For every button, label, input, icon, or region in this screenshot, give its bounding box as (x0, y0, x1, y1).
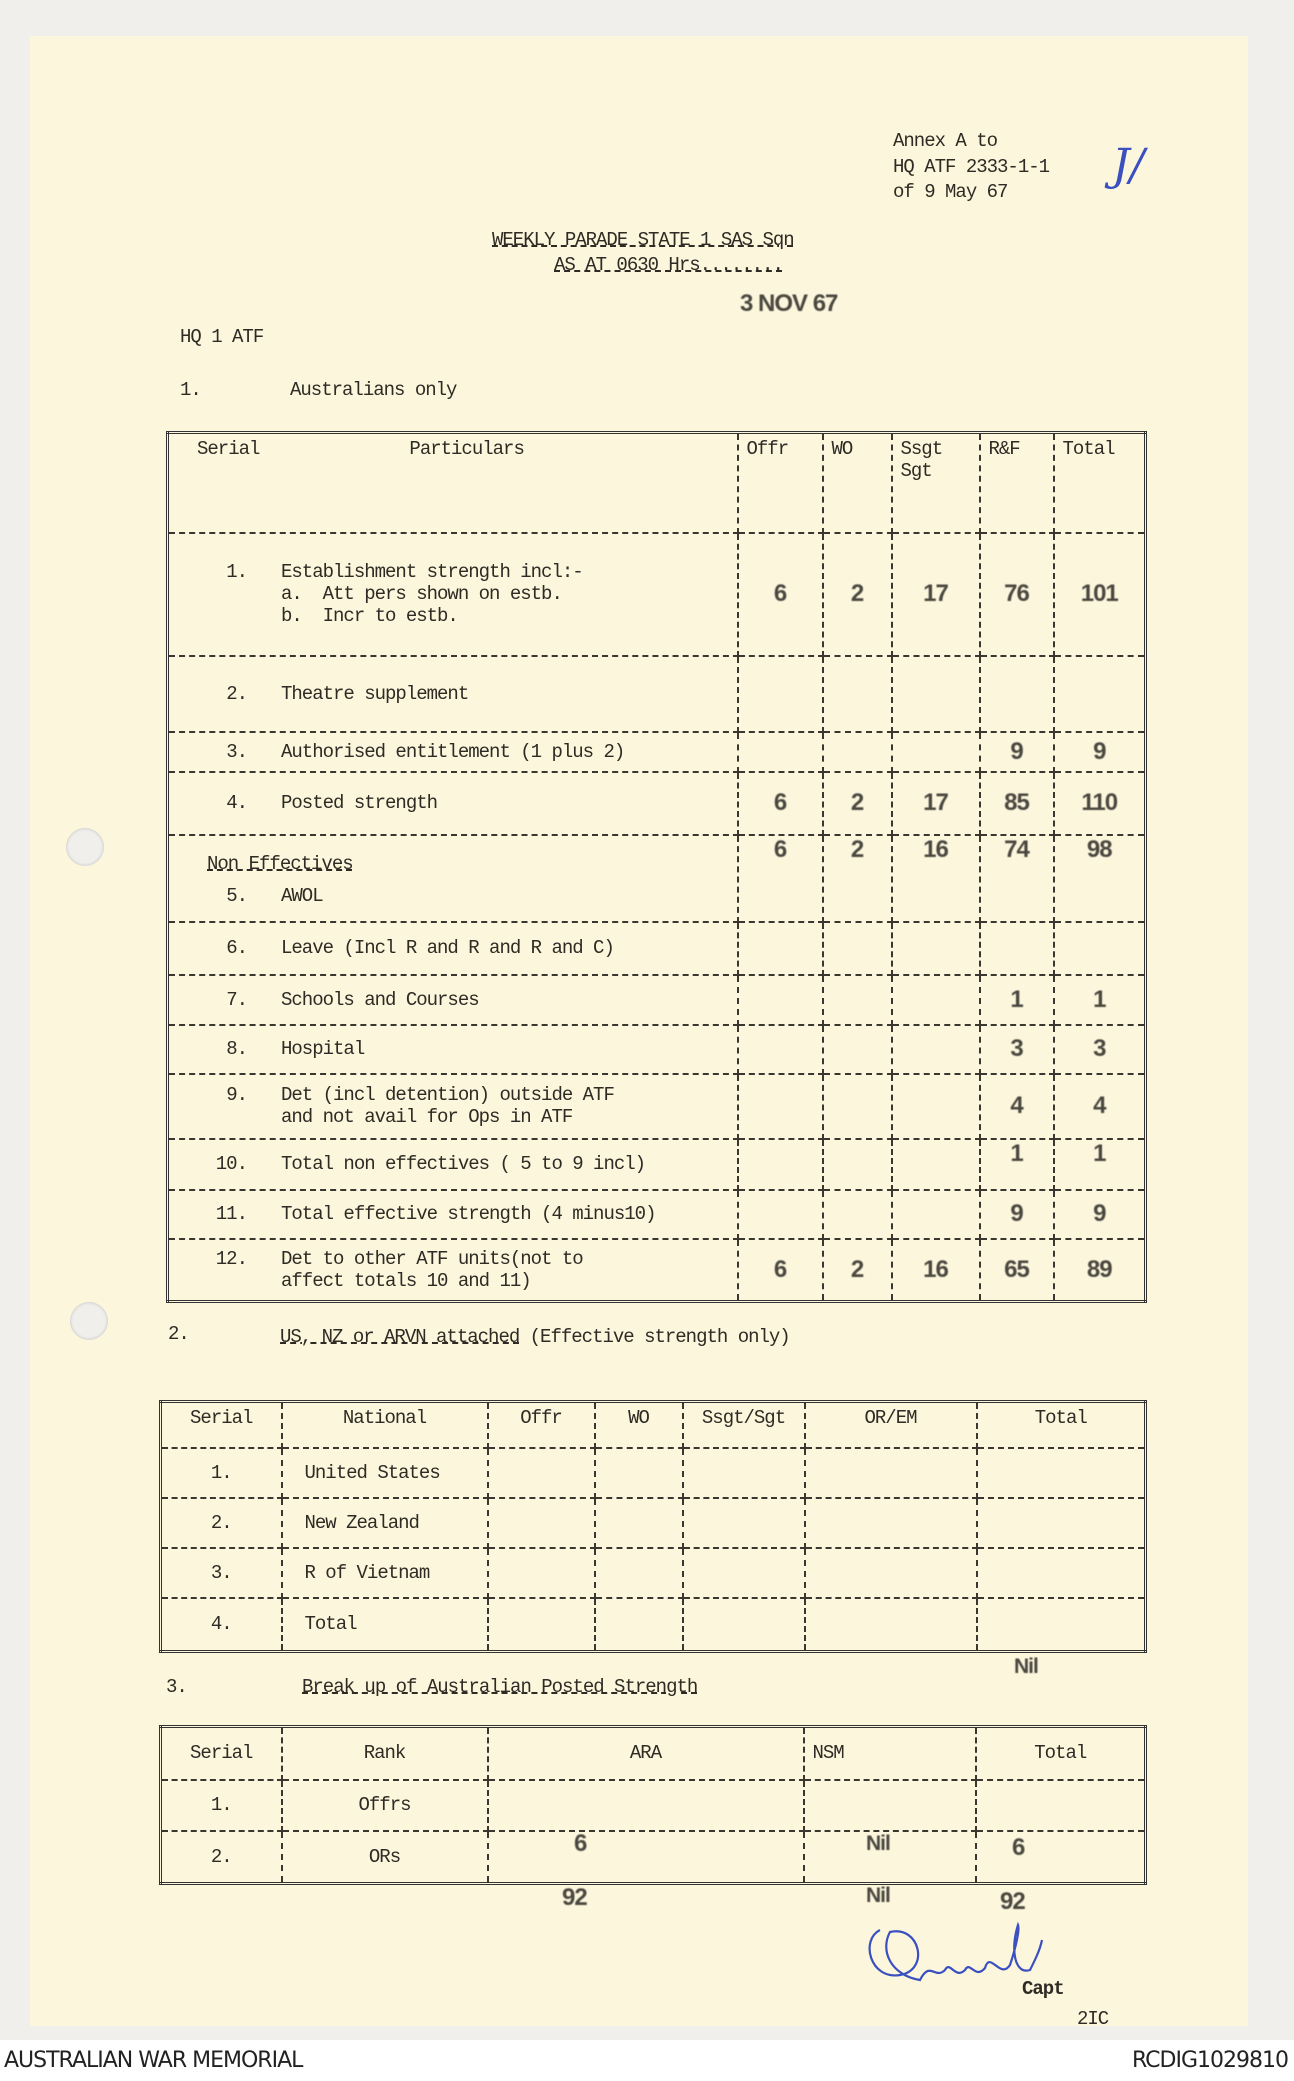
signature-rank: Capt (1022, 1978, 1064, 2000)
header-rank: Rank (282, 1727, 488, 1780)
particulars-cell (168, 835, 738, 922)
serial-number: 11. (215, 1203, 247, 1225)
ssgt-sgt-value (892, 1139, 980, 1190)
ara-offrs-value: 6 (574, 1830, 587, 1857)
table-row (168, 656, 1146, 732)
header-ssgt-sgt: Ssgt/Sgt (683, 1402, 805, 1448)
section3-number: 3. (166, 1676, 187, 1698)
rank-cell: ORs (282, 1831, 488, 1884)
offr-value (738, 656, 823, 732)
total-value: 110 (1054, 772, 1146, 835)
rf-value: 9 (980, 1190, 1054, 1239)
footer-source: AUSTRALIAN WAR MEMORIAL (4, 2048, 303, 2073)
header-serial: Serial (161, 1402, 282, 1448)
particulars-text: Leave (Incl R and R and R and C) (281, 937, 614, 959)
rf-value: 4 (980, 1074, 1054, 1139)
rf-value: 65 (980, 1239, 1054, 1302)
table-row (161, 1448, 1146, 1498)
table-header-row (161, 1402, 1146, 1448)
unit-label: HQ 1 ATF (180, 326, 264, 348)
rf-value (980, 656, 1054, 732)
header-rf: R&F (980, 433, 1054, 533)
particulars-cell (168, 1074, 738, 1139)
particulars-cell (168, 1190, 738, 1239)
header-ara: ARA (488, 1727, 804, 1780)
offr-value (738, 1074, 823, 1139)
particulars-subtext: affect totals 10 and 11) (281, 1269, 531, 1292)
wo-value (823, 1025, 892, 1074)
serial-number: 8. (226, 1038, 247, 1060)
table-row (168, 1239, 1146, 1302)
particulars-cell (168, 1139, 738, 1190)
total-value (1054, 656, 1146, 732)
table-header-row (168, 433, 1146, 533)
ssgt-sgt-value (892, 1190, 980, 1239)
national-cell: Total (282, 1598, 488, 1652)
ssgt-sgt-value: 17 (892, 533, 980, 656)
total-value: 98 (1054, 835, 1146, 922)
header-total: Total (1054, 433, 1146, 533)
serial-number: 6. (226, 937, 247, 959)
wo-value (823, 975, 892, 1025)
wo-value (823, 922, 892, 975)
serial-number: 5. (226, 885, 247, 907)
header-total: Total (976, 1727, 1146, 1780)
table-row (168, 1025, 1146, 1074)
offr-value (738, 732, 823, 772)
table-row (161, 1780, 1146, 1831)
header-total: Total (977, 1402, 1146, 1448)
table-row (168, 533, 1146, 656)
nsm-offrs-value: Nil (866, 1832, 890, 1855)
particulars-text: Authorised entitlement (1 plus 2) (281, 740, 625, 763)
section2-number: 2. (168, 1323, 189, 1345)
wo-value (823, 1139, 892, 1190)
posted-strength-table (159, 1725, 1147, 1885)
attached-table (159, 1400, 1147, 1653)
total-value: 3 (1054, 1025, 1146, 1074)
offr-value (738, 922, 823, 975)
annex-line-2: HQ ATF 2333-1-1 (893, 156, 1050, 178)
header-particulars: Particulars (409, 438, 524, 460)
table-row (161, 1598, 1146, 1652)
serial-number: 10. (215, 1153, 247, 1175)
table-row (168, 1139, 1146, 1190)
signature-appointment: 2IC (1077, 2008, 1109, 2030)
wo-value: 2 (823, 835, 892, 922)
total-ors-value: 92 (1000, 1888, 1025, 1915)
section1-number: 1. (180, 379, 201, 401)
ssgt-sgt-value (892, 732, 980, 772)
serial-number: 3. (226, 740, 247, 763)
header-offr: Offr (738, 433, 823, 533)
particulars-text: Theatre supplement (281, 682, 469, 705)
particulars-text: Schools and Courses (281, 988, 479, 1011)
particulars-text: Det to other ATF units(not to (281, 1247, 583, 1270)
ssgt-sgt-value (892, 922, 980, 975)
nil-stamp: Nil (1014, 1655, 1038, 1678)
total-value: 4 (1054, 1074, 1146, 1139)
rf-value: 85 (980, 772, 1054, 835)
particulars-text: Det (incl detention) outside ATF (281, 1084, 614, 1106)
table-row (168, 732, 1146, 772)
serial-number: 12. (215, 1247, 247, 1270)
punch-hole (70, 1302, 108, 1340)
national-cell: United States (282, 1448, 488, 1498)
section1-heading: Australians only (290, 379, 457, 401)
header-national: National (282, 1402, 488, 1448)
section2-heading-underlined: US, NZ or ARVN attached (280, 1326, 520, 1348)
wo-value: 2 (823, 1239, 892, 1302)
footer-id: RCDIG1029810 (1131, 2048, 1288, 2073)
handwritten-initials: J/ (1112, 140, 1145, 191)
wo-value (823, 1074, 892, 1139)
offr-value (738, 1025, 823, 1074)
serial-number: 7. (226, 988, 247, 1011)
nsm-ors-value: Nil (866, 1884, 890, 1907)
wo-value (823, 1190, 892, 1239)
ssgt-sgt-value: 16 (892, 1239, 980, 1302)
punch-hole (66, 828, 104, 866)
offr-value (738, 1139, 823, 1190)
offr-value: 6 (738, 533, 823, 656)
section2-heading-rest: (Effective strength only) (529, 1326, 790, 1348)
particulars-subtext: and not avail for Ops in ATF (281, 1106, 573, 1128)
particulars-text: Hospital (281, 1038, 365, 1060)
serial-number: 1. (226, 561, 247, 583)
total-value: 1 (1054, 1139, 1146, 1190)
table-row (168, 1074, 1146, 1139)
ssgt-sgt-value (892, 656, 980, 732)
header-wo: WO (823, 433, 892, 533)
serial-number: 4. (226, 792, 247, 814)
offr-value (738, 975, 823, 1025)
national-cell: New Zealand (282, 1498, 488, 1548)
table-row (168, 1190, 1146, 1239)
total-value: 101 (1054, 533, 1146, 656)
serial-cell: 4. (161, 1598, 282, 1652)
total-value: 9 (1054, 732, 1146, 772)
wo-value: 2 (823, 772, 892, 835)
particulars-subtext: a. Att pers shown on estb. (281, 583, 562, 605)
particulars-cell (168, 772, 738, 835)
serial-cell: 2. (161, 1498, 282, 1548)
particulars-cell (168, 975, 738, 1025)
header-offr: Offr (488, 1402, 595, 1448)
table-row (168, 772, 1146, 835)
serial-number: 2. (226, 682, 247, 705)
rf-value: 9 (980, 732, 1054, 772)
particulars-cell (168, 1025, 738, 1074)
wo-value (823, 732, 892, 772)
particulars-text: AWOL (281, 885, 323, 907)
serial-number: 9. (226, 1084, 247, 1106)
table-header-row (161, 1727, 1146, 1780)
non-effectives-heading: Non Effectives (207, 853, 353, 875)
particulars-cell (168, 1239, 738, 1302)
annex-line-3: of 9 May 67 (893, 181, 1008, 203)
particulars-text: Posted strength (281, 792, 438, 814)
table-row (161, 1831, 1146, 1884)
table-row (161, 1498, 1146, 1548)
offr-value: 6 (738, 772, 823, 835)
header-serial-particulars (168, 433, 738, 533)
header-serial: Serial (161, 1727, 282, 1780)
total-value: 89 (1054, 1239, 1146, 1302)
particulars-subtext: b. Incr to estb. (281, 605, 458, 627)
header-or-em: OR/EM (805, 1402, 977, 1448)
ara-ors-value: 92 (562, 1884, 587, 1911)
particulars-cell (168, 656, 738, 732)
section3-heading: Break up of Australian Posted Strength (302, 1676, 698, 1698)
document-subtitle: AS AT 0630 Hrs........ (554, 254, 783, 276)
rf-value: 1 (980, 1139, 1054, 1190)
rank-cell: Offrs (282, 1780, 488, 1831)
national-cell: R of Vietnam (282, 1548, 488, 1598)
offr-value: 6 (738, 835, 823, 922)
header-serial: Serial (197, 438, 260, 460)
rf-value: 74 (980, 835, 1054, 922)
rf-value (980, 922, 1054, 975)
date-stamp: 3 NOV 67 (740, 290, 838, 317)
ssgt-sgt-value (892, 1074, 980, 1139)
header-nsm: NSM (804, 1727, 976, 1780)
archive-footer (0, 2040, 1294, 2081)
total-value (1054, 922, 1146, 975)
total-offrs-value: 6 (1012, 1834, 1025, 1861)
wo-value (823, 656, 892, 732)
table-row (161, 1548, 1146, 1598)
ssgt-sgt-value (892, 975, 980, 1025)
table-row (168, 835, 1146, 922)
rf-value: 76 (980, 533, 1054, 656)
ssgt-sgt-value (892, 1025, 980, 1074)
offr-value: 6 (738, 1239, 823, 1302)
offr-value (738, 1190, 823, 1239)
header-wo: WO (595, 1402, 683, 1448)
serial-cell: 3. (161, 1548, 282, 1598)
serial-cell: 2. (161, 1831, 282, 1884)
ssgt-sgt-value: 16 (892, 835, 980, 922)
particulars-text: Total non effectives ( 5 to 9 incl) (281, 1153, 646, 1175)
serial-cell: 1. (161, 1780, 282, 1831)
table-row (168, 975, 1146, 1025)
annex-line-1: Annex A to (893, 130, 998, 152)
section2-heading (280, 1326, 790, 1348)
particulars-cell (168, 533, 738, 656)
particulars-text: Establishment strength incl:- (281, 561, 583, 583)
rf-value: 3 (980, 1025, 1054, 1074)
particulars-cell (168, 922, 738, 975)
total-value: 1 (1054, 975, 1146, 1025)
rf-value: 1 (980, 975, 1054, 1025)
particulars-cell (168, 732, 738, 772)
serial-cell: 1. (161, 1448, 282, 1498)
parade-state-table (166, 431, 1147, 1303)
document-title: WEEKLY PARADE STATE 1 SAS Sqn (492, 229, 794, 251)
particulars-text: Total effective strength (4 minus10) (281, 1203, 656, 1225)
header-ssgt-sgt: Ssgt Sgt (892, 433, 980, 533)
table-row (168, 922, 1146, 975)
ssgt-sgt-value: 17 (892, 772, 980, 835)
wo-value: 2 (823, 533, 892, 656)
total-value: 9 (1054, 1190, 1146, 1239)
